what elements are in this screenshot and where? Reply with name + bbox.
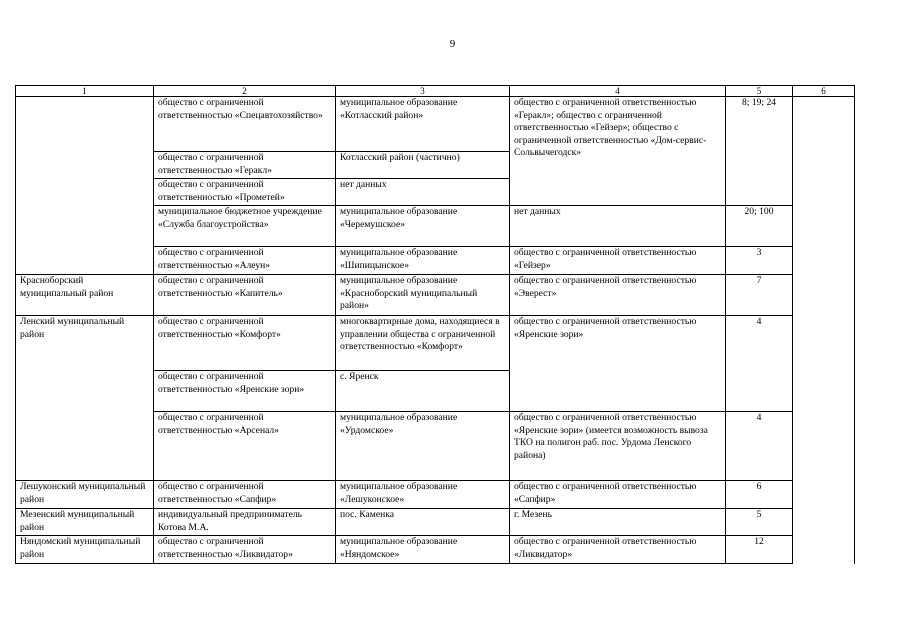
distance-cell: 3 (726, 247, 793, 275)
operator-cell: общество с ограниченной ответственностью «Алеун» (154, 247, 336, 275)
landfill-cell: нет данных (510, 206, 726, 247)
operator-cell: общество с ограниченной ответственностью «Спецавтохозяйство» (154, 97, 336, 152)
operator-cell: индивидуальный предприниматель Котова М.А. (154, 509, 336, 536)
header-cell: 2 (154, 86, 336, 97)
header-row (16, 86, 855, 97)
district-cell: Мезенский муниципальный район (16, 509, 154, 536)
district-cell: Красноборский муниципальный район (16, 275, 154, 316)
distance-cell: 4 (726, 412, 793, 481)
table-row (16, 275, 855, 316)
distance-cell: 20; 100 (726, 206, 793, 247)
landfill-cell: общество с ограниченной ответственностью «Эверест» (510, 275, 726, 316)
header-cell: 3 (336, 86, 510, 97)
operator-cell: муниципальное бюджетное учреждение «Служба благоустройства» (154, 206, 336, 247)
district-cell (16, 97, 154, 275)
operator-cell: общество с ограниченной ответственностью «Арсенал» (154, 412, 336, 481)
table-row (16, 316, 855, 371)
header-cell: 5 (726, 86, 793, 97)
area-cell: многоквартирные дома, находящиеся в управлении общества с ограниченной ответственностью «Комфорт» (336, 316, 510, 371)
table-row (16, 481, 855, 509)
operator-cell: общество с ограниченной ответственностью «Капитель» (154, 275, 336, 316)
page-number: 9 (449, 38, 456, 50)
distance-cell: 5 (726, 509, 793, 536)
distance-cell: 6 (726, 481, 793, 509)
district-cell: Няндомский муниципальный район (16, 536, 154, 564)
area-cell: муниципальное образование «Черемушское» (336, 206, 510, 247)
area-cell: нет данных (336, 179, 510, 206)
district-cell: Ленский муниципальный район (16, 316, 154, 481)
operator-cell: общество с ограниченной ответственностью «Ликвидатор» (154, 536, 336, 564)
landfill-cell: общество с ограниченной ответственностью «Сапфир» (510, 481, 726, 509)
header-cell: 4 (510, 86, 726, 97)
operator-cell: общество с ограниченной ответственностью «Яренские зори» (154, 371, 336, 412)
district-cell: Лешуконский муниципальный район (16, 481, 154, 509)
area-cell: муниципальное образование «Лешуконское» (336, 481, 510, 509)
table-row (16, 536, 855, 564)
operator-cell: общество с ограниченной ответственностью «Прометей» (154, 179, 336, 206)
area-cell: с. Яренск (336, 371, 510, 412)
landfill-cell: общество с ограниченной ответственностью «Ликвидатор» (510, 536, 726, 564)
table-row (16, 97, 855, 152)
note-cell (793, 97, 855, 564)
distance-cell: 8; 19; 24 (726, 97, 793, 206)
area-cell: Котласский район (частично) (336, 152, 510, 179)
landfill-cell: общество с ограниченной ответственностью «Геракл»; общество с ограниченной ответственностью «Гейзер»; общество с ограниченной ответственностью «Дом-сервис-Сольвычегодск» (510, 97, 726, 206)
distance-cell: 4 (726, 316, 793, 412)
area-cell: пос. Каменка (336, 509, 510, 536)
disposal-table (15, 85, 855, 564)
landfill-cell: г. Мезень (510, 509, 726, 536)
operator-cell: общество с ограниченной ответственностью «Комфорт» (154, 316, 336, 371)
landfill-cell: общество с ограниченной ответственностью «Яренские зори» (510, 316, 726, 412)
area-cell: муниципальное образование «Красноборский муниципальный район» (336, 275, 510, 316)
header-cell: 1 (16, 86, 154, 97)
landfill-cell: общество с ограниченной ответственностью «Яренские зори» (имеется возможность вывоза ТКО на полигон раб. пос. Урдома Ленского района) (510, 412, 726, 481)
area-cell: муниципальное образование «Урдомское» (336, 412, 510, 481)
operator-cell: общество с ограниченной ответственностью «Сапфир» (154, 481, 336, 509)
distance-cell: 7 (726, 275, 793, 316)
operator-cell: общество с ограниченной ответственностью «Геракл» (154, 152, 336, 179)
distance-cell: 12 (726, 536, 793, 564)
table-row (16, 509, 855, 536)
header-cell: 6 (793, 86, 855, 97)
area-cell: муниципальное образование «Няндомское» (336, 536, 510, 564)
area-cell: муниципальное образование «Шипицынское» (336, 247, 510, 275)
area-cell: муниципальное образование «Котласский район» (336, 97, 510, 152)
landfill-cell: общество с ограниченной ответственностью «Гейзер» (510, 247, 726, 275)
